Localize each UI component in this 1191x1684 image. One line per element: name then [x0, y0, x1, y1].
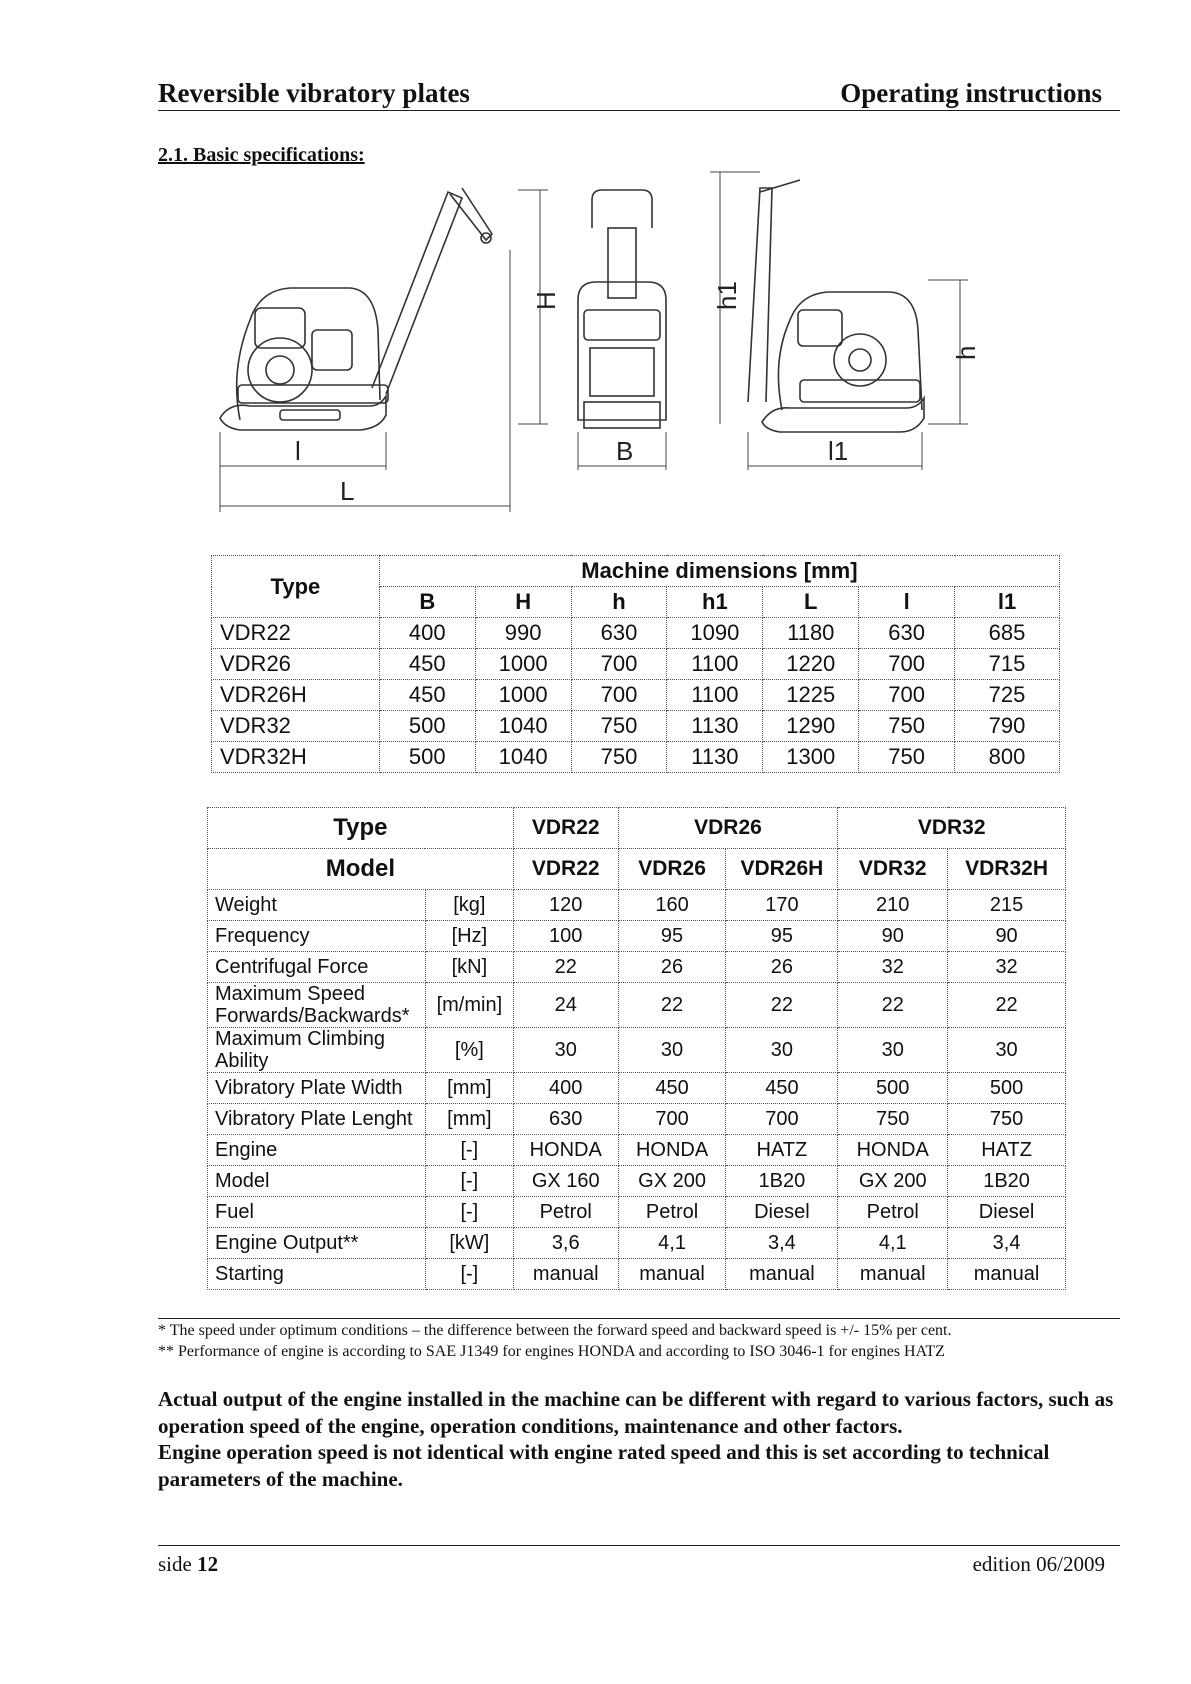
specs-model-cell: VDR26H — [726, 849, 838, 890]
dims-value-cell: 700 — [571, 680, 667, 711]
table-row — [212, 618, 1060, 649]
dims-value-cell: 1130 — [667, 711, 763, 742]
spec-value-cell: 90 — [948, 921, 1066, 952]
spec-value-cell: 450 — [726, 1073, 838, 1104]
dims-value-cell: 1290 — [763, 711, 859, 742]
dims-value-cell: 990 — [475, 618, 571, 649]
side-view-flywheel — [266, 356, 294, 384]
spec-value-cell: 30 — [513, 1028, 618, 1073]
rear-view-flywheel — [849, 349, 871, 371]
spec-unit-cell: [mm] — [425, 1073, 513, 1104]
dims-value-cell: 1225 — [763, 680, 859, 711]
spec-value-cell: 450 — [618, 1073, 726, 1104]
rear-view-handle-grip — [760, 180, 800, 192]
footnote-speed: * The speed under optimum conditions – the difference between the forward speed and backward speed is +/- 15% per cent. — [158, 1322, 952, 1339]
side-view-base — [238, 385, 388, 403]
spec-value-cell: 120 — [513, 890, 618, 921]
spec-value-cell: HONDA — [838, 1135, 948, 1166]
label-h: h — [951, 345, 981, 360]
label-h1: h1 — [712, 281, 742, 310]
spec-value-cell: manual — [513, 1259, 618, 1290]
dims-col-header: l1 — [955, 587, 1060, 618]
spec-value-cell: 500 — [838, 1073, 948, 1104]
specs-type-cell: VDR26 — [618, 808, 838, 849]
spec-value-cell: manual — [726, 1259, 838, 1290]
section-title: 2.1. Basic specifications: — [158, 144, 365, 166]
spec-value-cell: 160 — [618, 890, 726, 921]
specifications-table — [207, 807, 1066, 1290]
spec-unit-cell: [kW] — [425, 1228, 513, 1259]
footnote-engine: ** Performance of engine is according to SAE J1349 for engines HONDA and according to ISO 3046-1 for engines HATZ — [158, 1343, 945, 1360]
spec-unit-cell: [%] — [425, 1028, 513, 1073]
side-view-engine-top — [255, 308, 305, 348]
spec-value-cell: 750 — [948, 1104, 1066, 1135]
dims-value-cell: 1040 — [475, 711, 571, 742]
dims-type-cell: VDR22 — [212, 618, 380, 649]
dimensions-table — [211, 555, 1060, 773]
dims-value-cell: 450 — [379, 649, 475, 680]
spec-value-cell: 90 — [838, 921, 948, 952]
spec-value-cell: 100 — [513, 921, 618, 952]
front-view-body — [590, 348, 654, 396]
spec-param-cell: Vibratory Plate Width — [208, 1073, 426, 1104]
spec-value-cell: 30 — [948, 1028, 1066, 1073]
dims-value-cell: 630 — [571, 618, 667, 649]
rear-view-plate — [762, 398, 924, 432]
spec-value-cell: GX 200 — [618, 1166, 726, 1197]
spec-param-cell: Engine — [208, 1135, 426, 1166]
spec-unit-cell: [kN] — [425, 952, 513, 983]
table-row — [208, 1259, 1066, 1290]
dims-value-cell: 1100 — [667, 649, 763, 680]
spec-value-cell: 170 — [726, 890, 838, 921]
dims-type-cell: VDR26H — [212, 680, 380, 711]
dims-value-cell: 1220 — [763, 649, 859, 680]
side-view-tank — [312, 330, 352, 370]
table-row — [212, 742, 1060, 773]
table-row — [208, 1135, 1066, 1166]
dims-group-header: Machine dimensions [mm] — [379, 556, 1059, 587]
table-row — [208, 952, 1066, 983]
spec-value-cell: 95 — [618, 921, 726, 952]
dims-value-cell: 500 — [379, 742, 475, 773]
spec-value-cell: 22 — [513, 952, 618, 983]
spec-value-cell: 30 — [618, 1028, 726, 1073]
specs-model-cell: VDR22 — [513, 849, 618, 890]
side-view-handle-bar — [372, 192, 462, 394]
spec-value-cell: 630 — [513, 1104, 618, 1135]
dims-value-cell: 400 — [379, 618, 475, 649]
side-view-plate-handle — [280, 410, 340, 420]
page-number-value: 12 — [197, 1552, 219, 1576]
dims-value-cell: 725 — [955, 680, 1060, 711]
dims-value-cell: 750 — [859, 711, 955, 742]
dims-value-cell: 1180 — [763, 618, 859, 649]
spec-value-cell: Diesel — [726, 1197, 838, 1228]
dims-col-header: h — [571, 587, 667, 618]
spec-value-cell: Petrol — [513, 1197, 618, 1228]
spec-value-cell: 26 — [726, 952, 838, 983]
dims-value-cell: 1000 — [475, 680, 571, 711]
spec-value-cell: 700 — [618, 1104, 726, 1135]
spec-value-cell: 750 — [838, 1104, 948, 1135]
table-row — [212, 649, 1060, 680]
spec-value-cell: Diesel — [948, 1197, 1066, 1228]
spec-value-cell: 700 — [726, 1104, 838, 1135]
dims-type-header: Type — [212, 556, 380, 618]
dims-value-cell: 1090 — [667, 618, 763, 649]
dims-col-header: B — [379, 587, 475, 618]
dims-value-cell: 750 — [859, 742, 955, 773]
spec-value-cell: HATZ — [948, 1135, 1066, 1166]
dims-value-cell: 700 — [859, 649, 955, 680]
dims-value-cell: 800 — [955, 742, 1060, 773]
table-row — [208, 1197, 1066, 1228]
label-l1: l1 — [828, 436, 849, 466]
spec-value-cell: 22 — [618, 983, 726, 1028]
spec-value-cell: manual — [618, 1259, 726, 1290]
spec-value-cell: 32 — [948, 952, 1066, 983]
spec-unit-cell: [-] — [425, 1197, 513, 1228]
spec-unit-cell: [kg] — [425, 890, 513, 921]
edition-label: edition 06/2009 — [972, 1552, 1105, 1576]
specs-model-cell: VDR26 — [618, 849, 726, 890]
dims-value-cell: 715 — [955, 649, 1060, 680]
spec-param-cell: Starting — [208, 1259, 426, 1290]
spec-param-cell: Maximum Speed Forwards/Backwards* — [208, 983, 426, 1028]
dims-col-header: h1 — [667, 587, 763, 618]
table-row — [208, 1166, 1066, 1197]
spec-value-cell: 4,1 — [618, 1228, 726, 1259]
dims-col-header: l — [859, 587, 955, 618]
table-row — [212, 711, 1060, 742]
dims-value-cell: 450 — [379, 680, 475, 711]
dims-value-cell: 1000 — [475, 649, 571, 680]
rear-view-handle-bar — [748, 188, 772, 402]
label-H: H — [531, 291, 561, 310]
spec-value-cell: GX 200 — [838, 1166, 948, 1197]
spec-value-cell: 215 — [948, 890, 1066, 921]
machine-dimension-drawing — [200, 170, 1080, 560]
spec-value-cell: 32 — [838, 952, 948, 983]
spec-value-cell: HONDA — [618, 1135, 726, 1166]
dims-value-cell: 500 — [379, 711, 475, 742]
spec-unit-cell: [m/min] — [425, 983, 513, 1028]
spec-value-cell: manual — [948, 1259, 1066, 1290]
front-view-handle-loop — [592, 190, 652, 228]
footnote-rule — [158, 1318, 1120, 1319]
front-view-engine — [584, 310, 660, 340]
spec-value-cell: Petrol — [838, 1197, 948, 1228]
dims-value-cell: 700 — [859, 680, 955, 711]
engine-output-paragraph: Actual output of the engine installed in the machine can be different with regard to various factors, such as operation speed of the engine, operation conditions, maintenance and other factors. — [158, 1387, 1114, 1438]
spec-value-cell: 1B20 — [948, 1166, 1066, 1197]
front-view-frame — [578, 282, 666, 420]
dims-value-cell: 750 — [571, 742, 667, 773]
side-label: side — [158, 1552, 192, 1576]
spec-unit-cell: [-] — [425, 1166, 513, 1197]
spec-param-cell: Vibratory Plate Lenght — [208, 1104, 426, 1135]
dims-value-cell: 750 — [571, 711, 667, 742]
spec-value-cell: 22 — [838, 983, 948, 1028]
spec-param-cell: Weight — [208, 890, 426, 921]
page-number — [158, 1552, 218, 1577]
rear-view-base — [800, 380, 920, 402]
specs-type-header: Type — [208, 808, 514, 849]
table-row — [208, 921, 1066, 952]
spec-param-cell: Maximum Climbing Ability — [208, 1028, 426, 1073]
spec-value-cell: 3,4 — [948, 1228, 1066, 1259]
dim-lines-left — [220, 250, 510, 512]
spec-value-cell: 1B20 — [726, 1166, 838, 1197]
table-row — [208, 1228, 1066, 1259]
header-title-left: Reversible vibratory plates — [158, 78, 470, 108]
spec-value-cell: 3,4 — [726, 1228, 838, 1259]
dims-col-header: L — [763, 587, 859, 618]
label-B: B — [616, 436, 634, 466]
spec-param-cell: Fuel — [208, 1197, 426, 1228]
front-view-column — [608, 228, 636, 298]
dim-lines-right — [710, 172, 922, 470]
table-row — [212, 680, 1060, 711]
spec-value-cell: 400 — [513, 1073, 618, 1104]
specs-type-cell: VDR32 — [838, 808, 1066, 849]
specs-model-cell: VDR32H — [948, 849, 1066, 890]
spec-param-cell: Model — [208, 1166, 426, 1197]
side-view-plate — [220, 396, 386, 430]
dims-col-header: H — [475, 587, 571, 618]
dims-value-cell: 700 — [571, 649, 667, 680]
spec-value-cell: 30 — [726, 1028, 838, 1073]
label-L: L — [340, 476, 355, 506]
spec-value-cell: HATZ — [726, 1135, 838, 1166]
table-row — [208, 1073, 1066, 1104]
spec-param-cell: Engine Output** — [208, 1228, 426, 1259]
dims-value-cell: 685 — [955, 618, 1060, 649]
spec-value-cell: 95 — [726, 921, 838, 952]
spec-value-cell: 500 — [948, 1073, 1066, 1104]
spec-param-cell: Centrifugal Force — [208, 952, 426, 983]
dims-value-cell: 1040 — [475, 742, 571, 773]
label-l: l — [295, 436, 301, 466]
page-header — [158, 74, 1120, 111]
spec-value-cell: 26 — [618, 952, 726, 983]
spec-value-cell: 24 — [513, 983, 618, 1028]
engine-output-note — [158, 1386, 1123, 1492]
dims-value-cell: 630 — [859, 618, 955, 649]
table-row — [208, 1028, 1066, 1073]
dims-type-cell: VDR32H — [212, 742, 380, 773]
spec-value-cell: 30 — [838, 1028, 948, 1073]
header-title-right: Operating instructions — [840, 78, 1102, 108]
dims-value-cell: 1100 — [667, 680, 763, 711]
side-view-handle-knob — [481, 233, 491, 243]
dims-value-cell: 790 — [955, 711, 1060, 742]
spec-unit-cell: [mm] — [425, 1104, 513, 1135]
spec-unit-cell: [-] — [425, 1259, 513, 1290]
spec-value-cell: 22 — [726, 983, 838, 1028]
rear-view-engine-top — [798, 310, 842, 346]
specs-type-cell: VDR22 — [513, 808, 618, 849]
dims-type-cell: VDR32 — [212, 711, 380, 742]
rear-view-engine — [834, 334, 886, 386]
table-row — [208, 1104, 1066, 1135]
spec-value-cell: 3,6 — [513, 1228, 618, 1259]
spec-param-cell: Frequency — [208, 921, 426, 952]
spec-value-cell: GX 160 — [513, 1166, 618, 1197]
spec-value-cell: 210 — [838, 890, 948, 921]
spec-unit-cell: [-] — [425, 1135, 513, 1166]
front-view-plate — [584, 402, 660, 428]
specs-model-header: Model — [208, 849, 514, 890]
dims-type-cell: VDR26 — [212, 649, 380, 680]
spec-value-cell: 22 — [948, 983, 1066, 1028]
engine-speed-paragraph: Engine operation speed is not identical with engine rated speed and this is set according to technical parameters of the machine. — [158, 1440, 1050, 1491]
dims-value-cell: 1130 — [667, 742, 763, 773]
spec-value-cell: 4,1 — [838, 1228, 948, 1259]
spec-unit-cell: [Hz] — [425, 921, 513, 952]
spec-value-cell: manual — [838, 1259, 948, 1290]
specs-model-cell: VDR32 — [838, 849, 948, 890]
footer-rule — [158, 1545, 1120, 1546]
dims-value-cell: 1300 — [763, 742, 859, 773]
spec-value-cell: HONDA — [513, 1135, 618, 1166]
table-row — [208, 983, 1066, 1028]
table-row — [208, 890, 1066, 921]
spec-value-cell: Petrol — [618, 1197, 726, 1228]
